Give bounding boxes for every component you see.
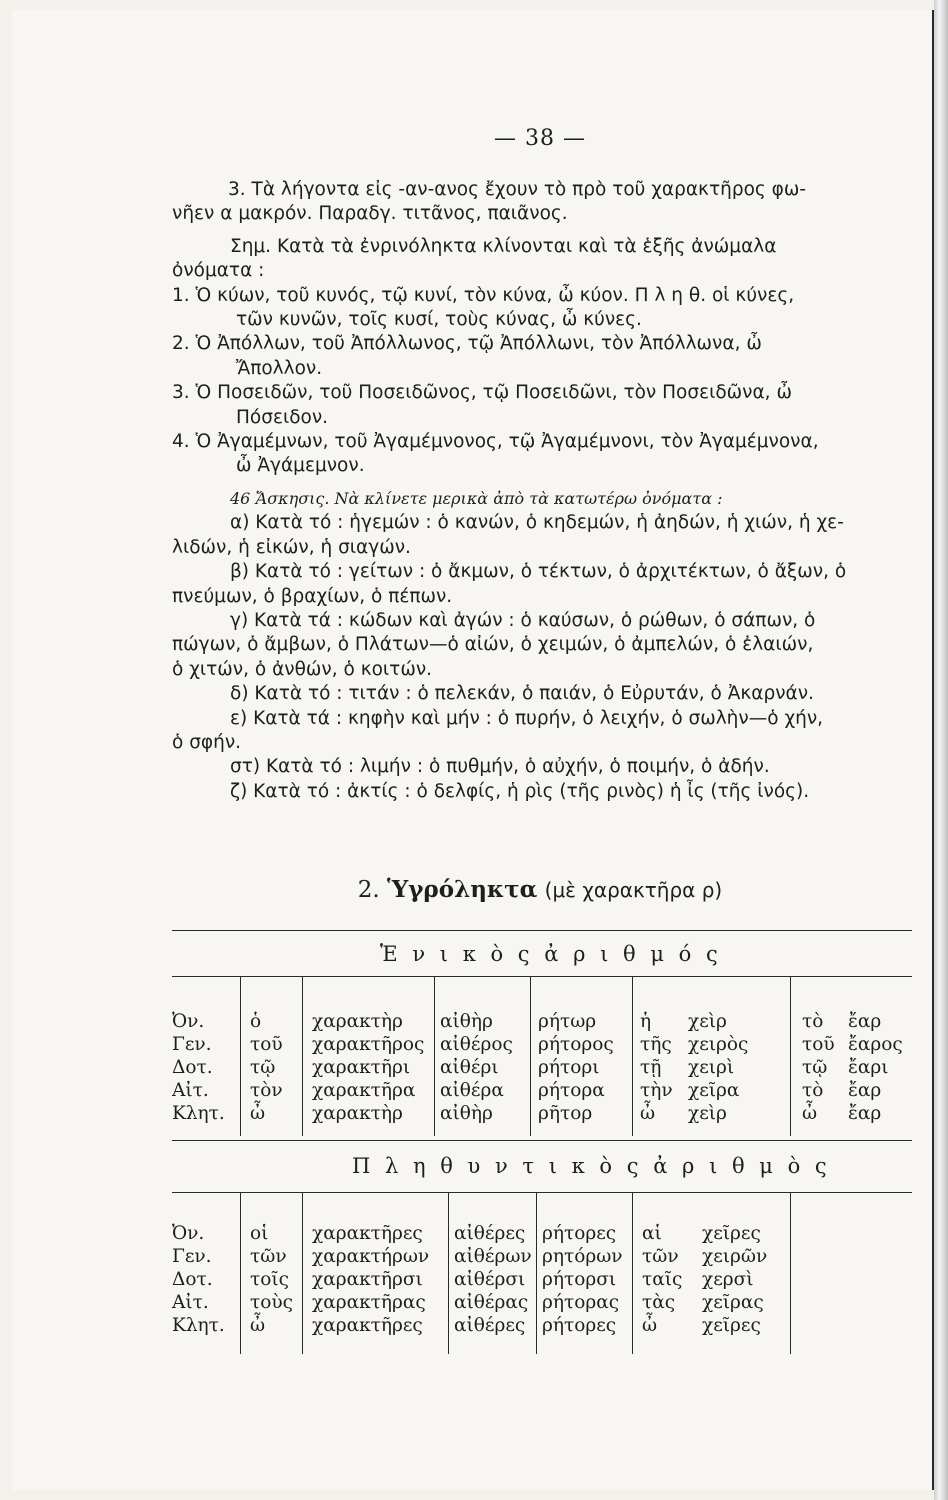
cell: αἰθέρας xyxy=(454,1292,529,1313)
cell: ἔαρος xyxy=(848,1034,903,1055)
cell: ἔαρ xyxy=(848,1011,882,1032)
note-line-2: ὀνόματα : xyxy=(172,260,265,282)
cell: ὦ xyxy=(250,1103,266,1124)
case-acc: Αἰτ. xyxy=(172,1080,209,1101)
cell: χεῖρα xyxy=(688,1080,740,1101)
cell: οἱ xyxy=(250,1223,269,1244)
exercise-line: γ) Κατὰ τά : κώδων καὶ ἀγών : ὁ καύσων, ὁ ρώθων, ὁ σάπων, ὁ xyxy=(230,609,816,631)
irregular-2-line1: 2. Ὁ Ἀπόλλων, τοῦ Ἀπόλλωνος, τῷ Ἀπόλλωνι, τὸν Ἀπόλλωνα, ὦ xyxy=(172,333,762,355)
cell: τοῖς xyxy=(250,1269,289,1290)
exercise-title: 46 Ἄσκησις. Νὰ κλίνετε μερικὰ ἀπὸ τὰ κατωτέρω ὀνόματα : xyxy=(230,488,723,508)
section-title: Ὑγρόληκτα xyxy=(387,876,538,903)
cheir-column xyxy=(688,1010,748,1125)
cell: χαρακτῆρες xyxy=(312,1223,423,1244)
cell: αἱ xyxy=(642,1223,662,1244)
case-dat: Δοτ. xyxy=(172,1057,213,1078)
irregular-2-line2: Ἄπολλον. xyxy=(236,357,323,379)
cell: ρήτορες xyxy=(542,1315,617,1336)
cell: ρήτορι xyxy=(538,1057,600,1078)
cell: τῆς xyxy=(640,1034,672,1055)
cell: τὸ xyxy=(802,1011,824,1032)
cell: τὸν xyxy=(250,1080,283,1101)
ear-article-column xyxy=(802,1010,835,1125)
case-voc: Κλητ. xyxy=(172,1103,225,1124)
cell: ρῆτορ xyxy=(538,1103,593,1124)
cell: ὁ xyxy=(250,1011,262,1032)
rule-line-2: νῆεν α μακρόν. Παραδγ. τιτᾶνος, παιᾶνος. xyxy=(172,203,568,225)
exercise-line: πνεύμων, ὁ βραχίων, ὁ πέπων. xyxy=(172,585,453,607)
plural-top-rule xyxy=(172,1140,912,1141)
cell: ὦ xyxy=(250,1315,266,1336)
cell: τῶν xyxy=(250,1246,287,1267)
cell: αἰθέρος xyxy=(440,1034,513,1055)
cell: ρήτορσι xyxy=(542,1269,617,1290)
cell: χαρακτήρων xyxy=(312,1246,430,1267)
singular-header-rule xyxy=(172,976,912,977)
exercise-line: πώγων, ὁ ἄμβων, ὁ Πλάτων—ὁ αἰών, ὁ χειμών, ὁ ἀμπελών, ὁ ἐλαιών, xyxy=(172,634,814,656)
cell: ὦ xyxy=(802,1103,818,1124)
article-column xyxy=(250,1222,293,1337)
irregular-1-line1: 1. Ὁ κύων, τοῦ κυνός, τῷ κυνί, τὸν κύνα, ὦ κύον. Π λ η θ. οἱ κύνες, xyxy=(172,284,795,306)
cell: τὸ xyxy=(802,1080,824,1101)
note-line-1: Σημ. Κατὰ τὰ ἐνρινόληκτα κλίνονται καὶ τὰ ἑξῆς ἀνώμαλα xyxy=(230,235,777,257)
cell: αἰθέρα xyxy=(440,1080,504,1101)
rhetor-column xyxy=(538,1010,614,1125)
singular-header: Ἑ ν ι κ ὸ ς ἀ ρ ι θ μ ό ς xyxy=(380,942,722,966)
cheir-article-column xyxy=(640,1010,673,1125)
plural-header-rule xyxy=(172,1192,912,1193)
cell: χεὶρ xyxy=(688,1011,727,1032)
cheir-article-column xyxy=(642,1222,682,1337)
cell: χειρῶν xyxy=(702,1246,768,1267)
charakter-column xyxy=(312,1010,424,1125)
case-gen: Γεν. xyxy=(172,1246,212,1267)
article-column xyxy=(250,1010,283,1125)
aither-column xyxy=(440,1010,513,1125)
exercise-line: α) Κατὰ τό : ἡγεμών : ὁ κανών, ὁ κηδεμών, ἡ ἀηδών, ἡ χιών, ἡ χε- xyxy=(230,512,844,534)
case-labels xyxy=(172,1010,225,1125)
cell: τῷ xyxy=(250,1057,276,1078)
cell: αἰθὴρ xyxy=(440,1011,493,1032)
cell: ἔαρι xyxy=(848,1057,889,1078)
section-subtitle: (μὲ χαρακτῆρα ρ) xyxy=(544,878,723,902)
exercise-line: ὁ σφήν. xyxy=(172,731,242,753)
table-top-rule xyxy=(172,930,912,931)
exercise-line: στ) Κατὰ τό : λιμήν : ὁ πυθμήν, ὁ αὐχήν, ὁ ποιμήν, ὁ ἀδήν. xyxy=(230,756,770,778)
irregular-4-line1: 4. Ὁ Ἀγαμέμνων, τοῦ Ἀγαμέμνονος, τῷ Ἀγαμέμνονι, τὸν Ἀγαμέμνονα, xyxy=(172,431,819,453)
cell: ἔαρ xyxy=(848,1103,882,1124)
page-number: — 38 — xyxy=(494,126,586,151)
case-dat: Δοτ. xyxy=(172,1269,213,1290)
cell: χαρακτὴρ xyxy=(312,1011,403,1032)
cell: ταῖς xyxy=(642,1269,683,1290)
cell: ἔαρ xyxy=(848,1080,882,1101)
cell: τοὺς xyxy=(250,1292,293,1313)
cell: τὴν xyxy=(640,1080,673,1101)
cell: χαρακτῆρας xyxy=(312,1292,426,1313)
cell: αἰθέρες xyxy=(454,1223,526,1244)
cell: τοῦ xyxy=(802,1034,835,1055)
cell: τοῦ xyxy=(250,1034,283,1055)
irregular-3-line1: 3. Ὁ Ποσειδῶν, τοῦ Ποσειδῶνος, τῷ Ποσειδῶνι, τὸν Ποσειδῶνα, ὦ xyxy=(172,382,792,404)
charakter-column xyxy=(312,1222,429,1337)
cell: ρητόρων xyxy=(542,1246,623,1267)
cell: ὦ xyxy=(642,1315,658,1336)
cell: ὦ xyxy=(640,1103,656,1124)
body-text xyxy=(172,178,932,804)
exercise-line: λιδών, ἡ εἰκών, ἡ σιαγών. xyxy=(172,536,411,558)
cell: χειρὶ xyxy=(688,1057,735,1078)
cell: χαρακτῆρος xyxy=(312,1034,425,1055)
cell: τῇ xyxy=(640,1057,662,1078)
cell: χαρακτὴρ xyxy=(312,1103,403,1124)
aither-column xyxy=(454,1222,532,1337)
cell: ρήτωρ xyxy=(538,1011,597,1032)
plural-header: Π λ η θ υ ν τ ι κ ὸ ς ἀ ρ ι θ μ ὸ ς xyxy=(352,1154,831,1178)
case-nom: Ὀν. xyxy=(172,1011,205,1032)
cell: τῶν xyxy=(642,1246,679,1267)
irregular-1-line2: τῶν κυνῶν, τοῖς κυσί, τοὺς κύνας, ὦ κύνες. xyxy=(236,309,642,331)
cell: αἰθέρων xyxy=(454,1246,532,1267)
case-acc: Αἰτ. xyxy=(172,1292,209,1313)
cell: ρήτορος xyxy=(538,1034,614,1055)
cell: χαρακτῆρσι xyxy=(312,1269,423,1290)
cell: ρήτορα xyxy=(538,1080,605,1101)
irregular-4-line2: ὦ Ἀγάμεμνον. xyxy=(236,455,365,477)
cell: χαρακτῆρι xyxy=(312,1057,411,1078)
cell: χειρὸς xyxy=(688,1034,749,1055)
page-spine-edge xyxy=(934,0,948,1500)
cell: τὰς xyxy=(642,1292,676,1313)
plural-table xyxy=(172,1222,912,1352)
singular-table xyxy=(172,1010,912,1136)
section-heading xyxy=(0,876,948,903)
exercise-lines xyxy=(172,511,932,804)
cell: ἡ xyxy=(640,1011,652,1032)
cell: χεὶρ xyxy=(688,1103,727,1124)
exercise-line: β) Κατὰ τό : γείτων : ὁ ἄκμων, ὁ τέκτων, ὁ ἀρχιτέκτων, ὁ ἄξων, ὁ xyxy=(230,561,847,583)
cell: ρήτορας xyxy=(542,1292,620,1313)
cheir-column xyxy=(702,1222,767,1337)
case-nom: Ὀν. xyxy=(172,1223,205,1244)
exercise-line: ὁ χιτών, ὁ ἀνθών, ὁ κοιτών. xyxy=(172,658,433,680)
ear-column xyxy=(848,1010,903,1125)
cell: χαρακτῆρες xyxy=(312,1315,423,1336)
cell: χαρακτῆρα xyxy=(312,1080,416,1101)
section-number: 2. xyxy=(357,877,380,903)
cell: χεῖρες xyxy=(702,1223,761,1244)
cell: αἰθέρες xyxy=(454,1315,526,1336)
cell: χερσὶ xyxy=(702,1269,754,1290)
irregular-3-line2: Πόσειδον. xyxy=(236,406,329,428)
cell: τῷ xyxy=(802,1057,828,1078)
exercise-line: ζ) Κατὰ τό : ἀκτίς : ὁ δελφίς, ἡ ρὶς (τῆς ρινὸς) ἡ ἶς (τῆς ἰνός). xyxy=(230,780,810,802)
case-labels xyxy=(172,1222,225,1337)
cell: ρήτορες xyxy=(542,1223,617,1244)
cell: αἰθέρσι xyxy=(454,1269,526,1290)
case-voc: Κλητ. xyxy=(172,1315,225,1336)
rule-line-1: 3. Τὰ λήγοντα εἰς -αν-ανος ἔχουν τὸ πρὸ τοῦ χαρακτῆρος φω- xyxy=(228,179,806,200)
case-gen: Γεν. xyxy=(172,1034,212,1055)
cell: χεῖρες xyxy=(702,1315,761,1336)
exercise-line: ε) Κατὰ τά : κηφὴν καὶ μήν : ὁ πυρήν, ὁ λειχήν, ὁ σωλὴν—ὁ χήν, xyxy=(230,707,824,729)
cell: χεῖρας xyxy=(702,1292,764,1313)
exercise-line: δ) Κατὰ τό : τιτάν : ὁ πελεκάν, ὁ παιάν, ὁ Εὐρυτάν, ὁ Ἀκαρνάν. xyxy=(230,683,814,705)
rhetor-column xyxy=(542,1222,623,1337)
cell: αἰθέρι xyxy=(440,1057,499,1078)
irregular-list xyxy=(172,284,932,479)
cell: αἰθὴρ xyxy=(440,1103,493,1124)
